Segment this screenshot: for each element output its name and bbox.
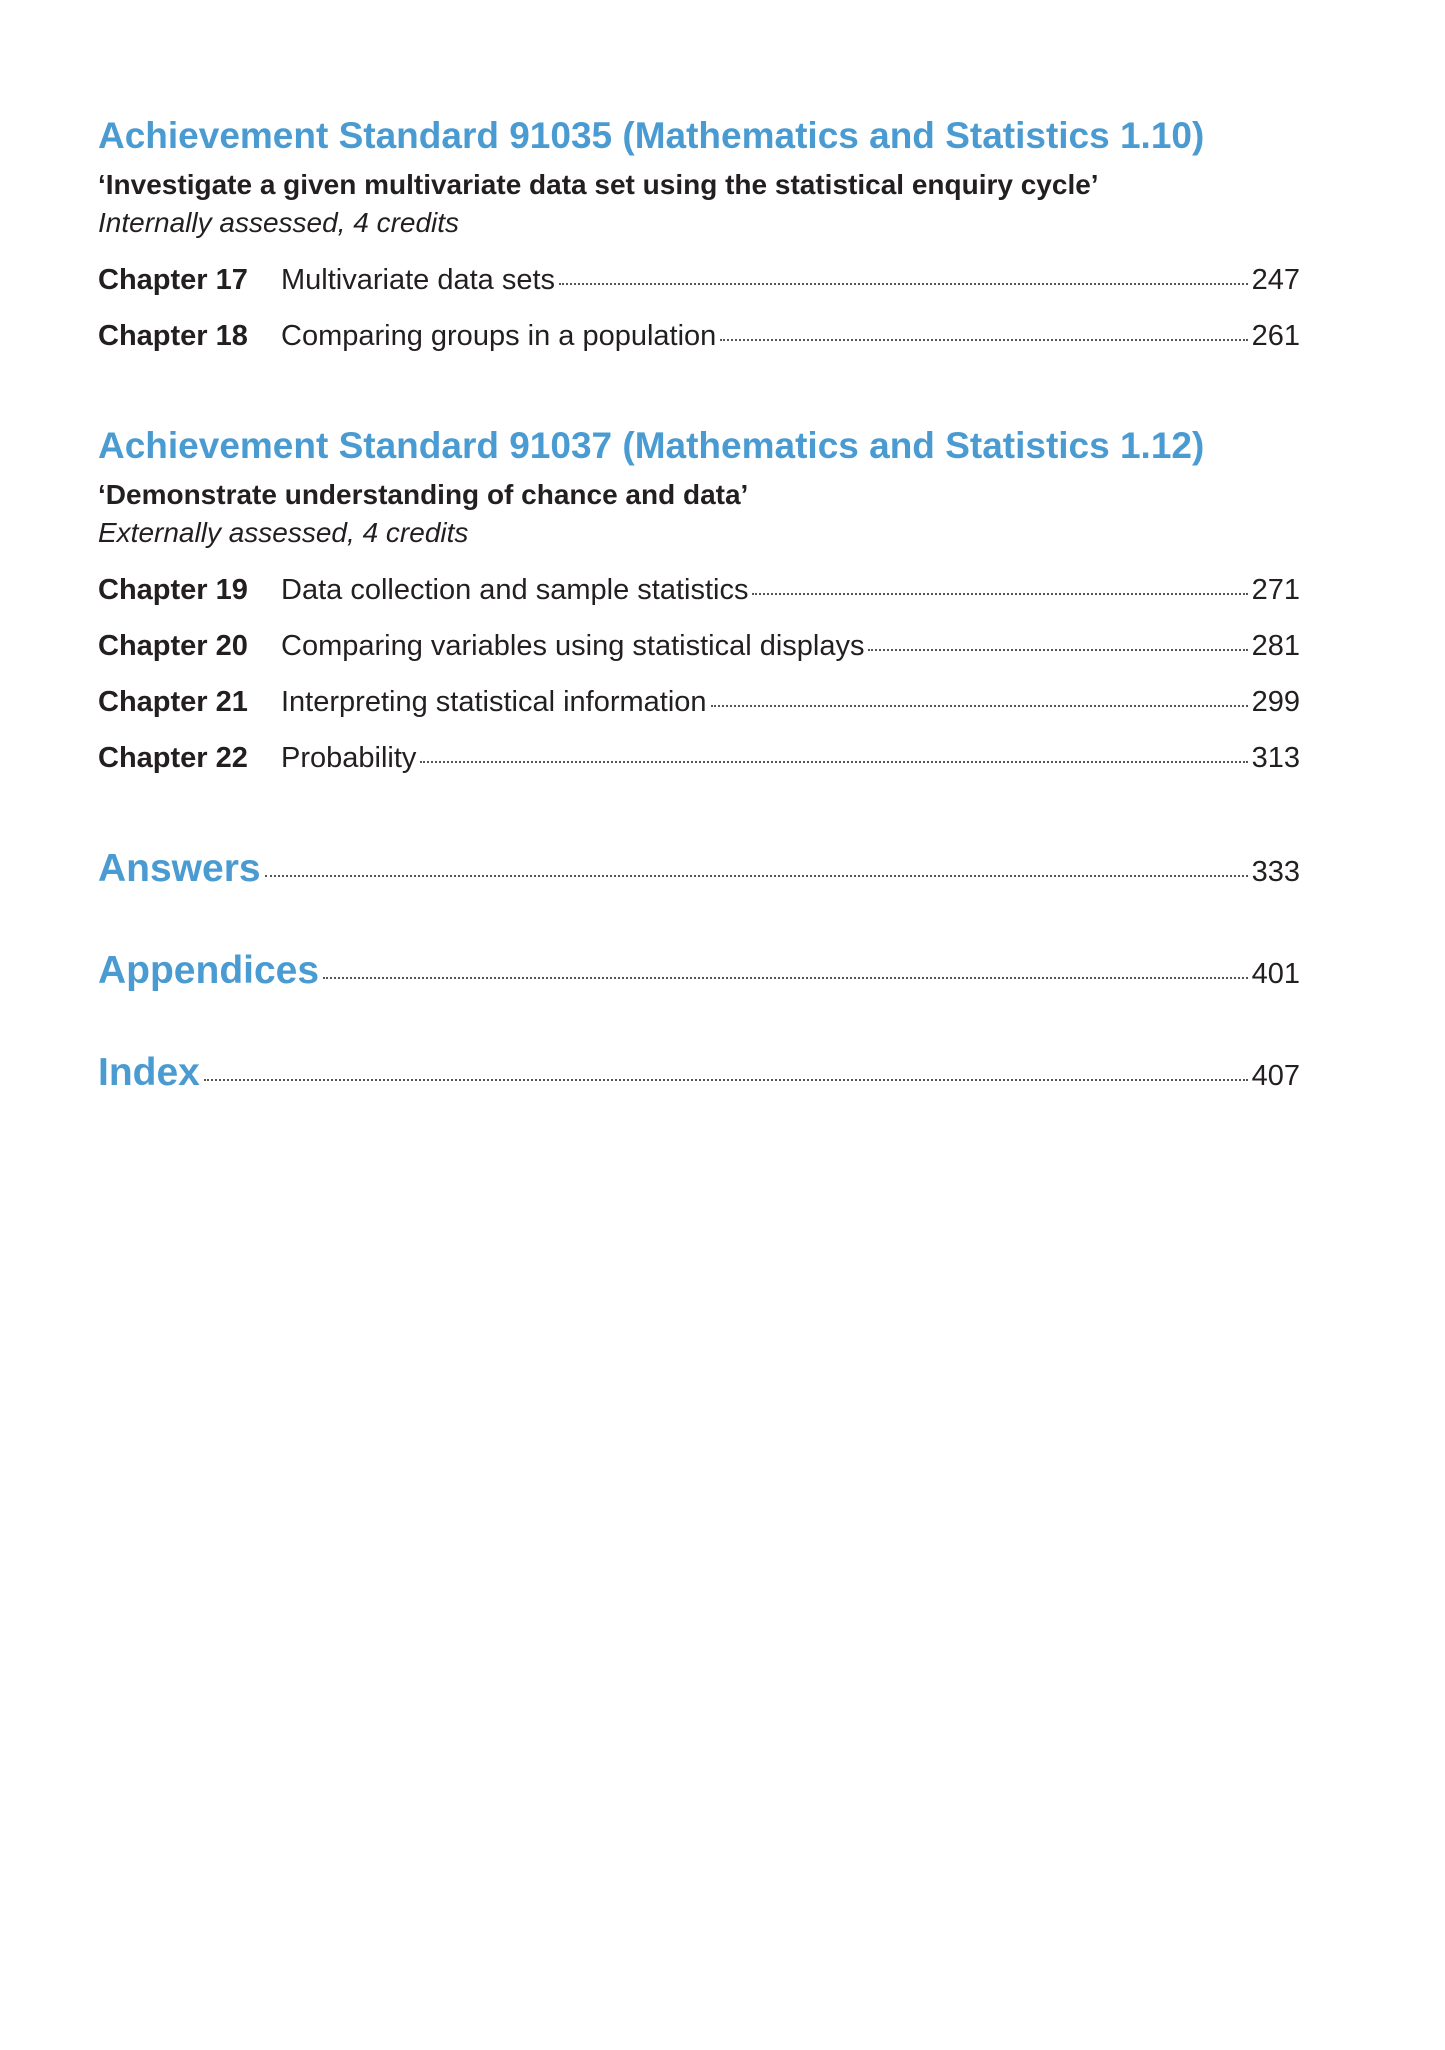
- dot-leader: [420, 761, 1247, 763]
- dot-leader: [752, 593, 1247, 595]
- chapter-number: Chapter 18: [98, 320, 248, 352]
- chapter-list: [98, 260, 1300, 372]
- page-number: 271: [1251, 574, 1300, 606]
- dot-leader: [720, 339, 1247, 341]
- toc-entry[interactable]: [98, 570, 1300, 626]
- standard-subtitle: ‘Investigate a given multivariate data set using the statistical enquiry cycle’: [98, 169, 1099, 200]
- dot-leader: [265, 875, 1248, 877]
- standard-section: [98, 422, 1300, 794]
- page-number: 401: [1251, 958, 1300, 990]
- standard-title: Achievement Standard 91037 (Mathematics and Statistics 1.12): [98, 425, 1205, 466]
- dot-leader: [868, 649, 1247, 651]
- chapter-number: Chapter 22: [98, 742, 248, 774]
- chapter-title: Probability: [281, 742, 417, 774]
- page-number: 261: [1251, 320, 1300, 352]
- dot-leader: [323, 977, 1248, 979]
- toc-entry[interactable]: [98, 626, 1300, 682]
- chapter-title: Interpreting statistical information: [281, 686, 707, 718]
- standard-assessment: Externally assessed, 4 credits: [98, 517, 469, 548]
- page-number: 333: [1251, 856, 1300, 888]
- toc-section-index[interactable]: [98, 1048, 1300, 1150]
- toc-entry[interactable]: [98, 682, 1300, 738]
- toc-section-answers[interactable]: [98, 844, 1300, 946]
- chapter-list: [98, 570, 1300, 794]
- page-number: 281: [1251, 630, 1300, 662]
- standard-assessment: Internally assessed, 4 credits: [98, 207, 460, 238]
- section-title: Index: [98, 1051, 200, 1094]
- standard-section: [98, 112, 1300, 372]
- toc-entry[interactable]: [98, 260, 1300, 316]
- section-title: Appendices: [98, 949, 320, 992]
- page-number: 313: [1251, 742, 1300, 774]
- standard-subtitle: ‘Demonstrate understanding of chance and data’: [98, 479, 749, 510]
- chapter-title: Comparing groups in a population: [281, 320, 717, 352]
- page-number: 407: [1251, 1060, 1300, 1092]
- chapter-title: Multivariate data sets: [281, 264, 556, 296]
- chapter-number: Chapter 21: [98, 686, 248, 718]
- dot-leader: [559, 283, 1248, 285]
- toc-entry[interactable]: [98, 316, 1300, 372]
- page-number: 247: [1251, 264, 1300, 296]
- standard-title: Achievement Standard 91035 (Mathematics and Statistics 1.10): [98, 115, 1205, 156]
- page-number: 299: [1251, 686, 1300, 718]
- dot-leader: [711, 705, 1248, 707]
- chapter-title: Data collection and sample statistics: [281, 574, 749, 606]
- toc-entry[interactable]: [98, 738, 1300, 794]
- toc-section-appendices[interactable]: [98, 946, 1300, 1048]
- chapter-number: Chapter 17: [98, 264, 248, 296]
- table-of-contents: [98, 112, 1300, 1150]
- chapter-number: Chapter 20: [98, 630, 248, 662]
- chapter-number: Chapter 19: [98, 574, 248, 606]
- dot-leader: [204, 1079, 1248, 1081]
- chapter-title: Comparing variables using statistical displays: [281, 630, 865, 662]
- section-title: Answers: [98, 847, 261, 890]
